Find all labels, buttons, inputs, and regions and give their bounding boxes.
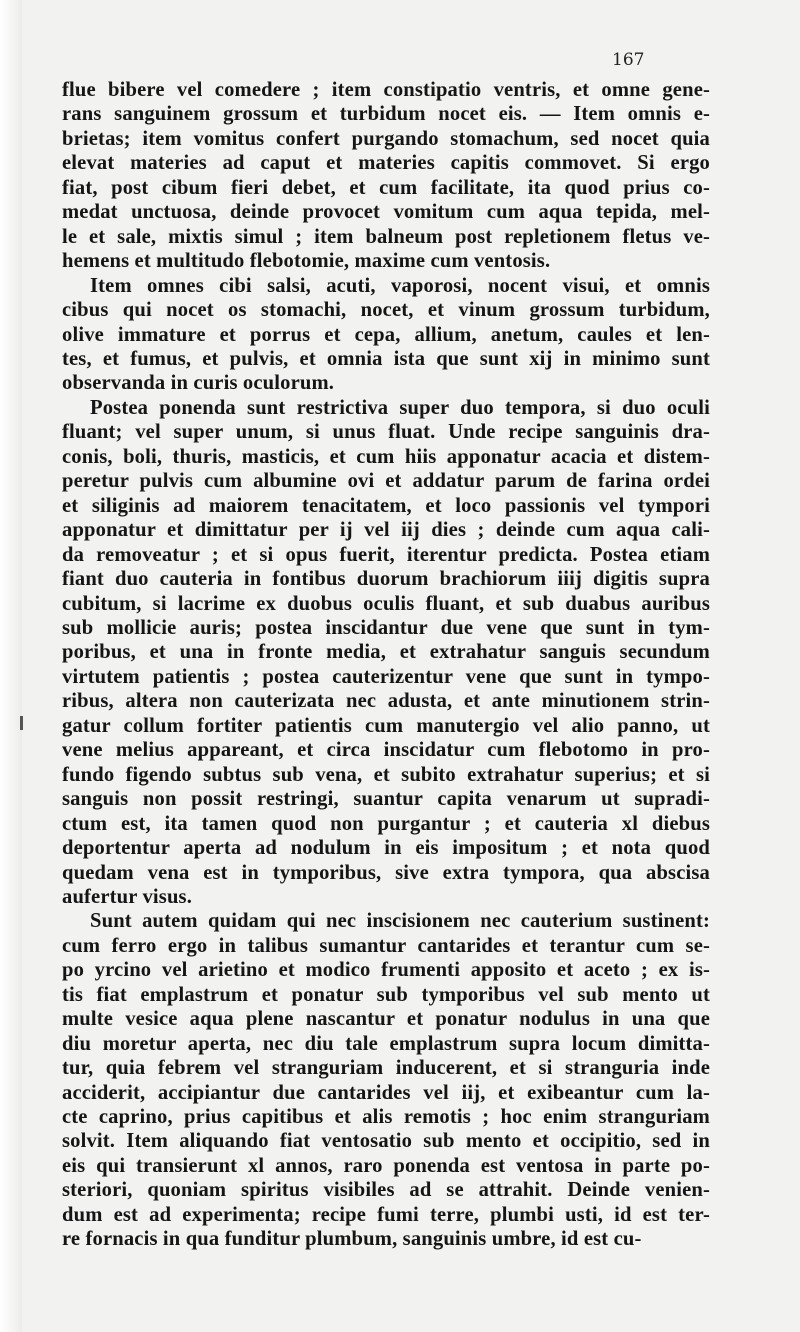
text-line: multe vesice aqua plene nascantur et ponatur nodulus in una que bbox=[62, 1008, 710, 1031]
text-line: aufertur visus. bbox=[62, 885, 193, 908]
text-line: re fornacis in qua funditur plumbum, sanguinis umbre, id est cu- bbox=[62, 1228, 642, 1251]
text-line: diu moretur aperta, nec diu tale emplastrum supra locum dimitta- bbox=[62, 1032, 710, 1055]
text-line: deportentur aperta ad nodulum in eis impositum ; et nota quod bbox=[62, 837, 710, 860]
text-line: cubitum, si lacrime ex duobus oculis fluant, et sub duabus auribus bbox=[62, 592, 710, 615]
text-line: vene melius appareant, et circa inscidatur cum flebotomo in pro- bbox=[62, 739, 710, 762]
paragraph bbox=[62, 274, 710, 396]
text-line: hemens et multitudo flebotomie, maxime cum ventosis. bbox=[62, 250, 551, 273]
page-gutter bbox=[0, 0, 22, 1332]
text-line: Postea ponenda sunt restrictiva super duo tempora, si duo oculi bbox=[90, 396, 710, 419]
text-line: elevat materies ad caput et materies capitis commovet. Si ergo bbox=[62, 152, 710, 175]
text-line: cum ferro ergo in talibus sumantur cantarides et terantur cum se- bbox=[62, 934, 710, 957]
text-line: Item omnes cibi salsi, acuti, vaporosi, nocent visui, et omnis bbox=[90, 274, 710, 297]
text-line: solvit. Item aliquando fiat ventosatio sub mento et occipitio, sed in bbox=[62, 1130, 710, 1153]
text-line: peretur pulvis cum albumine ovi et addatur parum de farina ordei bbox=[62, 470, 710, 493]
text-line: po yrcino vel arietino et modico frumenti apposito et aceto ; ex is- bbox=[62, 959, 710, 982]
text-line: flue bibere vel comedere ; item constipatio ventris, et omne gene- bbox=[62, 79, 710, 101]
text-line: tes, et fumus, et pulvis, et omnia ista que sunt xij in minimo sunt bbox=[62, 347, 710, 370]
body-text bbox=[62, 78, 710, 1252]
text-line: quedam vena est in tymporibus, sive extra tympora, qua abscisa bbox=[62, 861, 710, 884]
text-line: fiant duo cauteria in fontibus duorum brachiorum iiij digitis supra bbox=[62, 568, 710, 591]
text-line: virtutem patientis ; postea cauterizentur vene que sunt in tympo- bbox=[62, 665, 710, 688]
text-line: conis, boli, thuris, masticis, et cum hiis apponatur acacia et distem- bbox=[62, 445, 710, 468]
text-line: tis fiat emplastrum et ponatur sub tymporibus vel sub mento ut bbox=[62, 983, 710, 1006]
text-line: gatur collum fortiter patientis cum manutergio vel alio panno, ut bbox=[62, 714, 710, 737]
text-line: rans sanguinem grossum et turbidum nocet eis. — Item omnis e- bbox=[62, 103, 710, 126]
text-line: sub mollicie auris; postea inscidantur due vene que sunt in tym- bbox=[62, 616, 710, 639]
page-number: 167 bbox=[612, 50, 645, 70]
text-line: Sunt autem quidam qui nec inscisionem nec cauterium sustinent: bbox=[90, 910, 710, 933]
text-line: ribus, altera non cauterizata nec adusta, et ante minutionem strin- bbox=[62, 690, 710, 713]
text-line: cte caprino, prius capitibus et alis remotis ; hoc enim stranguriam bbox=[62, 1106, 710, 1129]
text-line: medat unctuosa, deinde provocet vomitum cum aqua tepida, mel- bbox=[62, 201, 710, 224]
text-line: observanda in curis oculorum. bbox=[62, 372, 335, 395]
text-line: fiat, post cibum fieri debet, et cum facilitate, ita quod prius co- bbox=[62, 176, 710, 199]
text-line: et siliginis ad maiorem tenacitatem, et loco passionis vel tympori bbox=[62, 494, 710, 517]
margin-mark bbox=[20, 716, 23, 730]
text-line: apponatur et dimittatur per ij vel iij dies ; deinde cum aqua cali- bbox=[62, 519, 710, 542]
text-line: dum est ad experimenta; recipe fumi terre, plumbi usti, id est ter- bbox=[62, 1203, 710, 1226]
text-line: acciderit, accipiantur due cantarides vel iij, et exibeantur cum la- bbox=[62, 1081, 710, 1104]
text-line: ctum est, ita tamen quod non purgantur ; et cauteria xl diebus bbox=[62, 812, 710, 835]
text-line: fluant; vel super unum, si unus fluat. Unde recipe sanguinis dra- bbox=[62, 421, 710, 444]
text-line: tur, quia febrem vel stranguriam inducerent, et si stranguria inde bbox=[62, 1057, 710, 1080]
paragraph bbox=[62, 396, 710, 910]
paragraph bbox=[62, 909, 710, 1251]
text-line: da removeatur ; et si opus fuerit, iterentur predicta. Postea etiam bbox=[62, 543, 710, 566]
text-line: poribus, et una in fronte media, et extrahatur sanguis secundum bbox=[62, 641, 710, 664]
paragraph bbox=[62, 78, 710, 274]
text-line: brietas; item vomitus confert purgando stomachum, sed nocet quia bbox=[62, 127, 710, 150]
text-line: eis qui transierunt xl annos, raro ponenda est ventosa in parte po- bbox=[62, 1154, 710, 1177]
text-line: le et sale, mixtis simul ; item balneum post repletionem fletus ve- bbox=[62, 225, 710, 248]
text-line: olive immature et porrus et cepa, allium, anetum, caules et len- bbox=[62, 323, 710, 346]
text-line: fundo figendo subtus sub vena, et subito extrahatur superius; et si bbox=[62, 763, 710, 786]
text-line: cibus qui nocet os stomachi, nocet, et vinum grossum turbidum, bbox=[62, 299, 710, 322]
text-line: sanguis non possit restringi, suantur capita venarum ut supradi- bbox=[62, 788, 710, 811]
text-line: steriori, quoniam spiritus visibiles ad se attrahit. Deinde venien- bbox=[62, 1179, 710, 1202]
